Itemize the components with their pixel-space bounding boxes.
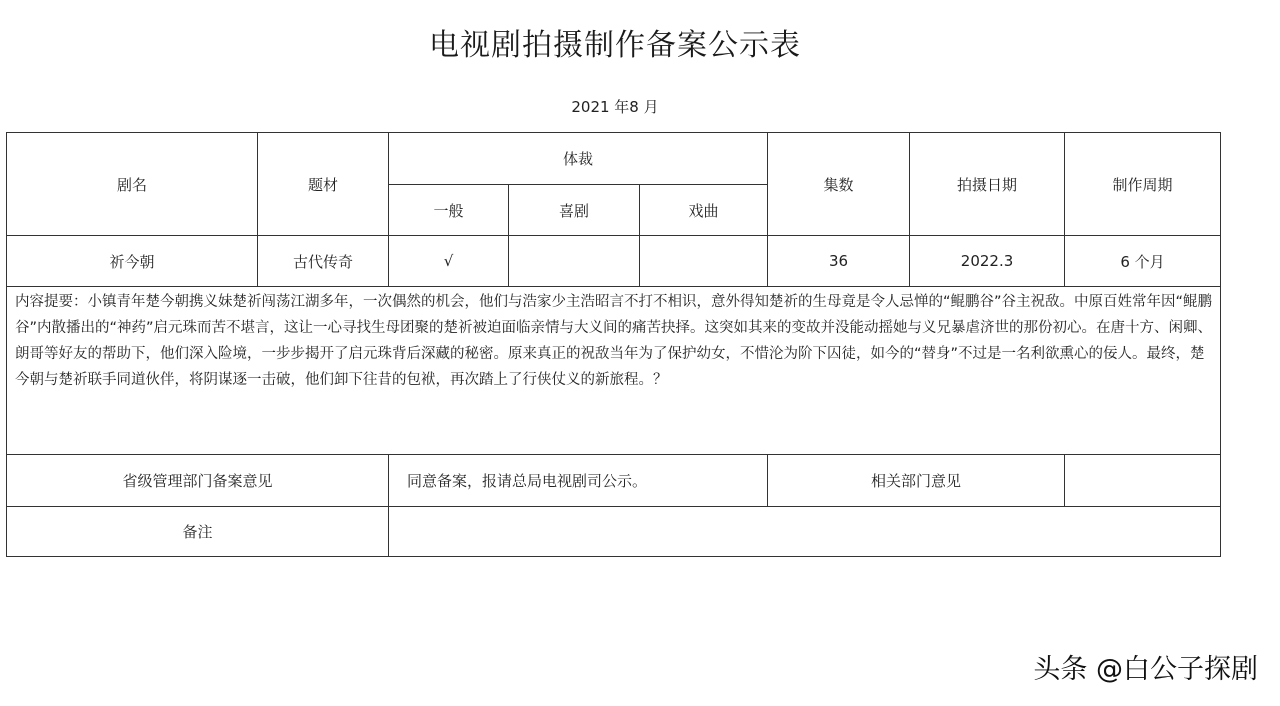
- cell-genre: 古代传奇: [258, 236, 389, 287]
- document-date: 2021 年8 月: [571, 98, 659, 116]
- header-style: 体裁: [389, 133, 768, 185]
- header-period: 制作周期: [1065, 133, 1221, 236]
- header-style-general: 一般: [389, 185, 509, 236]
- summary-label: 内容提要：: [15, 294, 88, 310]
- cell-period: 6 个月: [1065, 236, 1221, 287]
- document-title: 电视剧拍摄制作备案公示表: [429, 28, 801, 63]
- header-episodes: 集数: [768, 133, 910, 236]
- filing-table: [6, 132, 1221, 557]
- remarks-label: 备注: [7, 507, 389, 557]
- table-row: [7, 236, 1221, 287]
- cell-name: 祈今朝: [7, 236, 258, 287]
- header-genre: 题材: [258, 133, 389, 236]
- related-opinion-label: 相关部门意见: [768, 455, 1065, 507]
- summary-cell: [7, 287, 1221, 455]
- remarks-value: [389, 507, 1221, 557]
- provincial-opinion-label: 省级管理部门备案意见: [7, 455, 389, 507]
- cell-style-general: √: [389, 236, 509, 287]
- summary-text: 小镇青年楚今朝携义妹楚祈闯荡江湖多年，一次偶然的机会，他们与浩家少主浩昭言不打不相识，意外得知楚祈的生母竟是令人忌惮的“鲲鹏谷”谷主祝敌。中原百姓常年因“鲲鹏谷”内散播出的“神药”启元珠而苦不堪言，这让一心寻找生母团聚的楚祈被迫面临亲情与大义间的痛苦抉择。这突如其来的变故并没能动摇她与义兄暴虐济世的那份初心。在唐十方、闲卿、朗哥等好友的帮助下，他们深入险境，一步步揭开了启元珠背后深藏的秘密。原来真正的祝敌当年为了保护幼女，不惜沦为阶下囚徒，如今的“替身”不过是一名利欲熏心的佞人。最终，楚今朝与楚祈联手同道伙伴，将阴谋逐一击破，他们卸下往昔的包袱，再次踏上了行侠仗义的新旅程。？: [15, 294, 1213, 388]
- header-style-opera: 戏曲: [640, 185, 768, 236]
- provincial-opinion-value: 同意备案，报请总局电视剧司公示。: [389, 455, 768, 507]
- watermark: 头条 @白公子探剧: [1033, 654, 1258, 685]
- header-style-comedy: 喜剧: [509, 185, 640, 236]
- summary-block: [7, 287, 1220, 453]
- cell-episodes: 36: [768, 236, 910, 287]
- cell-style-opera: [640, 236, 768, 287]
- cell-shoot-date: 2022.3: [910, 236, 1065, 287]
- header-shoot-date: 拍摄日期: [910, 133, 1065, 236]
- cell-style-comedy: [509, 236, 640, 287]
- related-opinion-value: [1065, 455, 1221, 507]
- header-name: 剧名: [7, 133, 258, 236]
